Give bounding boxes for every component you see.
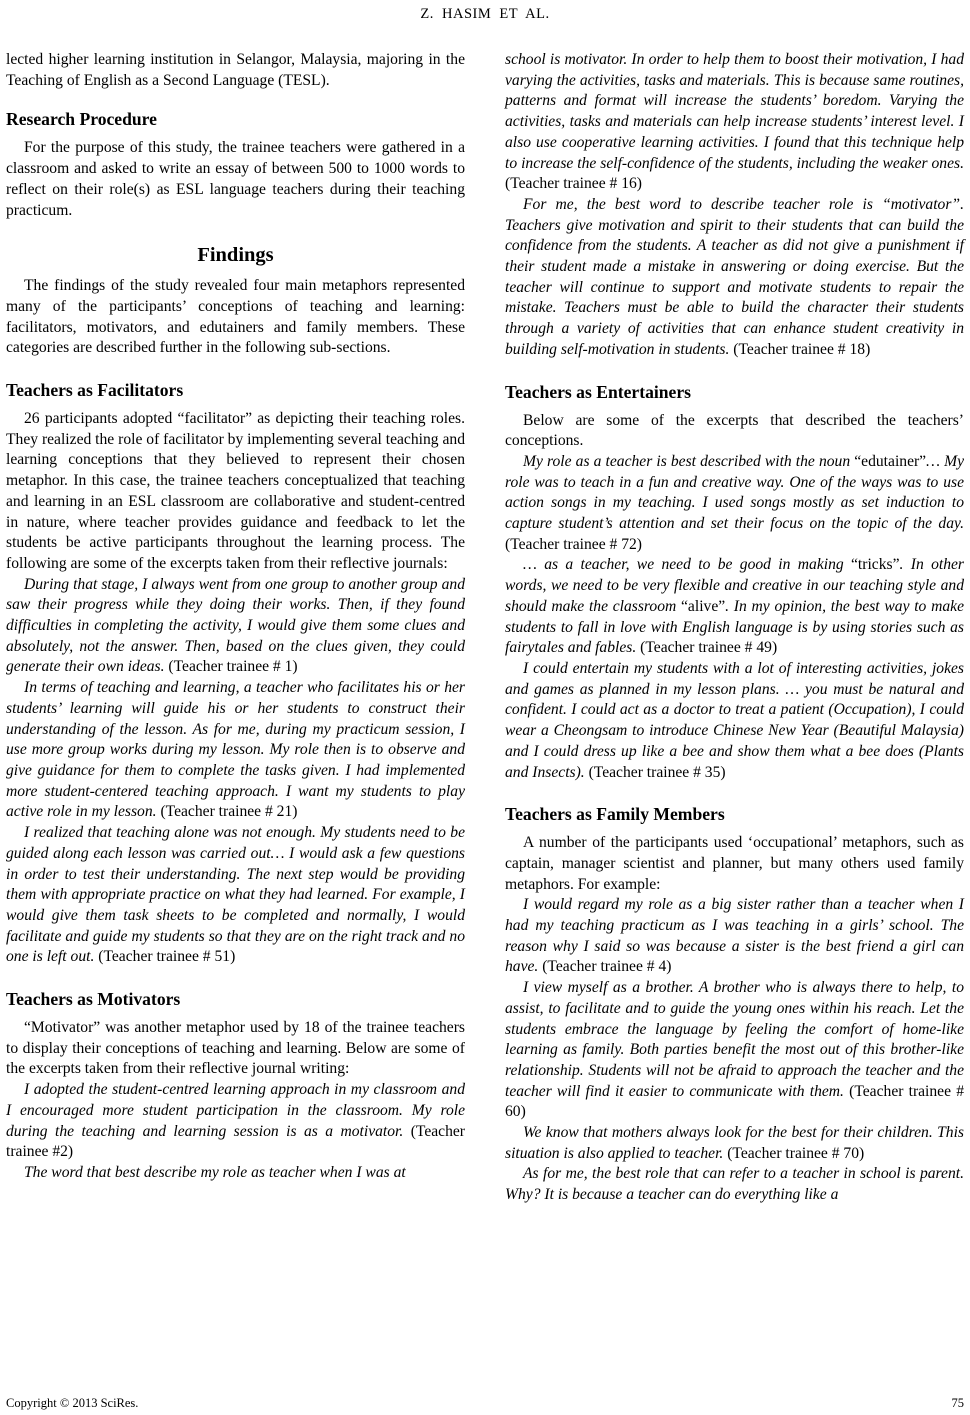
motivator-quote-2-end bbox=[505, 50, 964, 195]
quote-text: . In my opinion, the best way to make students to fall in love with English language is by using stories such as fairytales and fables. bbox=[505, 597, 964, 657]
family-quote-4-start: As for me, the best role that can refer to a teacher in school is parent. Why? It is because a teacher can do everything like a bbox=[505, 1165, 964, 1204]
quote-text: school is motivator. In order to help them to boost their motivation, I had varying the activities, tasks and materials. This is because same routines, patterns and format will increase the students’ boredom. Varying the activities, tasks and materials can help increase students’ interest level. I also use cooperative learning activities. I found that this technique help to increase the self-confidence of the students, including the weaker ones. bbox=[505, 51, 964, 172]
family-quote-1 bbox=[505, 895, 964, 978]
quote-source: (Teacher trainee # 51) bbox=[94, 948, 236, 966]
quote-text: ). bbox=[575, 763, 585, 781]
facilitators-heading: Teachers as Facilitators bbox=[6, 380, 184, 401]
quote-term: “tricks” bbox=[851, 556, 900, 574]
entertainer-quote-2 bbox=[505, 555, 964, 659]
quote-text: I could entertain my students with a lot of interesting activities, jokes and games as planned in my lesson plans. … you must be natural and confident. I could act as a doctor to treat a patient ( bbox=[505, 659, 964, 719]
quote-text: I adopted the student-centred learning approach in my classroom and I encouraged more student participation in the classroom. My role during the teaching and learning session is as a motivator. bbox=[6, 1081, 465, 1140]
quote-text: … as a teacher, we need to be good in making bbox=[523, 556, 852, 574]
quote-source: (Teacher trainee # 60) bbox=[505, 1082, 965, 1121]
quote-source: (Teacher trainee #2) bbox=[6, 1122, 466, 1161]
right-column bbox=[505, 50, 964, 1206]
motivator-quote-1 bbox=[6, 1080, 465, 1163]
running-head: Z. HASIM ET AL. bbox=[420, 6, 550, 22]
quote-text: We know that mothers always look for the best for their children. This situation is also applied to teacher. bbox=[505, 1124, 964, 1162]
quote-lead: For me, the best word to describe teacher role is “ bbox=[523, 195, 891, 213]
quote-emphasis: motivator bbox=[890, 195, 952, 213]
quote-text: I would regard my role as a big sister rather than a teacher when I had my teaching practicum as I was teaching in a girls’ school. The reason why I said so was because a sister is the best friend a girl can have. bbox=[505, 896, 964, 976]
quote-term: Plants and Insects bbox=[505, 742, 964, 781]
entertainers-heading: Teachers as Entertainers bbox=[505, 381, 692, 402]
intro-paragraph: lected higher learning institution in Selangor, Malaysia, majoring in the Teaching of English as a Second Language (TESL). bbox=[6, 51, 465, 89]
entertainers-paragraph: Below are some of the excerpts that described the teachers’ conceptions. bbox=[505, 411, 964, 450]
motivator-quote-3 bbox=[505, 195, 964, 361]
page-number: 75 bbox=[951, 1396, 964, 1410]
quote-term: “alive” bbox=[681, 597, 726, 615]
quote-text: I realized that teaching alone was not enough. My students need to be guided along each lesson was carried out… I would ask a few questions in order to test their understanding. The next step would be providing them with appropriate practice on what they had learned. For example, I would give them task sheets to be completed and normally, I would facilitate and guide my students so that they are on the right track and no one is left out. bbox=[6, 824, 465, 966]
quote-source: (Teacher trainee # 16) bbox=[505, 175, 643, 193]
quote-text: I view myself as a brother. A brother who is always there to help, to assist, to facilitate and to guide the young ones within his reach. Let the students embrace the language by feeling the comfort of home-like learning as family. Both parties benefit the most out of this brother-like relationship. Students will not be afraid to approach the teacher and the teacher will find it easier to communicate with them. bbox=[505, 979, 964, 1100]
quote-text: In terms of teaching and learning, a teacher who facilitates his or her students’ learning will guide his or her students to construct their understanding of the lesson. As for me, during my practicum session, I use more group works during my lesson. My role then is to observe and give guidance for them to complete the tasks given. I had implemented more student-centered teaching approach. I want my students to play active role in my lesson. bbox=[6, 679, 465, 821]
facilitator-quote-3 bbox=[6, 823, 465, 968]
quote-text: . In other words, we need to be very flexible and creative in our teaching style and should make the classroom bbox=[505, 556, 964, 615]
quote-term: Beautiful Malaysia bbox=[838, 722, 959, 740]
copyright-notice: Copyright © 2013 SciRes. bbox=[6, 1396, 139, 1410]
motivators-paragraph: “Motivator” was another metaphor used by 18 of the trainee teachers to display their conceptions of teaching and learning. Below are some of the excerpts taken from their reflective journal writing: bbox=[6, 1019, 465, 1078]
entertainer-quote-3 bbox=[505, 659, 964, 783]
quote-source: (Teacher trainee # 72) bbox=[505, 535, 643, 553]
quote-source: (Teacher trainee # 70) bbox=[723, 1144, 865, 1162]
quote-source: (Teacher trainee # 18) bbox=[729, 340, 871, 358]
family-members-heading: Teachers as Family Members bbox=[505, 804, 725, 825]
research-procedure-heading: Research Procedure bbox=[6, 109, 157, 130]
research-procedure-paragraph: For the purpose of this study, the trainee teachers were gathered in a classroom and asked to write an essay of between 500 to 1000 words to reflect on their role(s) as ESL language teachers during their teaching practicum. bbox=[6, 139, 465, 219]
quote-text: ), I could wear a Cheongsam to introduce Chinese New Year ( bbox=[505, 701, 964, 740]
quote-source: (Teacher trainee # 49) bbox=[636, 639, 778, 657]
motivator-quote-2-start: The word that best describe my role as teacher when I was at bbox=[24, 1163, 406, 1181]
motivators-heading: Teachers as Motivators bbox=[6, 989, 181, 1010]
quote-text: ”. Teachers give motivation and spirit to their students that can build the confidence from the students. A teacher as did not give a punishment if their student made a mistake in answering or doing exercise. But the teacher will continue to support and motivate students to repair the mistake. Teachers must be able to build the character their students through a variety of activities that can enhance student creativity in building self-motivation in students. bbox=[505, 195, 964, 358]
family-members-paragraph: A number of the participants used ‘occupational’ metaphors, such as captain, manager scientist and planner, but many others used family metaphors. For example: bbox=[505, 834, 964, 893]
facilitator-quote-1 bbox=[6, 575, 465, 679]
quote-text: … My role was to teach in a fun and creative way. One of the ways was to use action songs in my teaching. I used songs mostly as set induction to capture student’s attention and set their focus on the topic of the day. bbox=[505, 452, 964, 533]
quote-term: “edutainer” bbox=[854, 452, 927, 470]
family-quote-2 bbox=[505, 978, 964, 1123]
facilitator-quote-2 bbox=[6, 678, 465, 823]
quote-text: During that stage, I always went from one group to another group and saw their progress while they doing their works. Then, if they found difficulties in completing the activity, I would give them some clues and absolutely, not the answer. Then, based on the clues given, they could generate their own ideas. bbox=[6, 575, 465, 676]
quote-term: Occupation bbox=[833, 701, 907, 719]
entertainer-quote-1 bbox=[505, 452, 964, 556]
quote-source: (Teacher trainee # 1) bbox=[164, 658, 298, 676]
quote-source: (Teacher trainee # 35) bbox=[584, 763, 726, 781]
quote-text: My role as a teacher is best described with the noun bbox=[523, 452, 855, 470]
quote-source: (Teacher trainee # 4) bbox=[538, 958, 672, 976]
quote-source: (Teacher trainee # 21) bbox=[156, 803, 298, 821]
findings-paragraph: The findings of the study revealed four main metaphors represented many of the participants’ conceptions of teaching and learning: facilitators, motivators, and edutainers and family members. These categories are described further in the following sub-sections. bbox=[6, 277, 465, 357]
family-quote-3 bbox=[505, 1123, 964, 1164]
facilitators-paragraph: 26 participants adopted “facilitator” as depicting their teaching roles. They realized the role of facilitator by implementing several teaching and learning conceptions that they believed to represent their chosen metaphor. In this case, the trainee teachers conceptualized that teaching and learning in an ESL classroom are collaborative and student-centred in nature, where teacher provides guidance and feedback to let the students be active participants throughout the learning process. The following are some of the excerpts taken from their reflective journals: bbox=[6, 410, 465, 572]
left-column bbox=[6, 50, 465, 1184]
findings-heading: Findings bbox=[197, 244, 274, 267]
quote-text: ) and I could dress up like a bee and show them what a bee does ( bbox=[505, 722, 964, 760]
